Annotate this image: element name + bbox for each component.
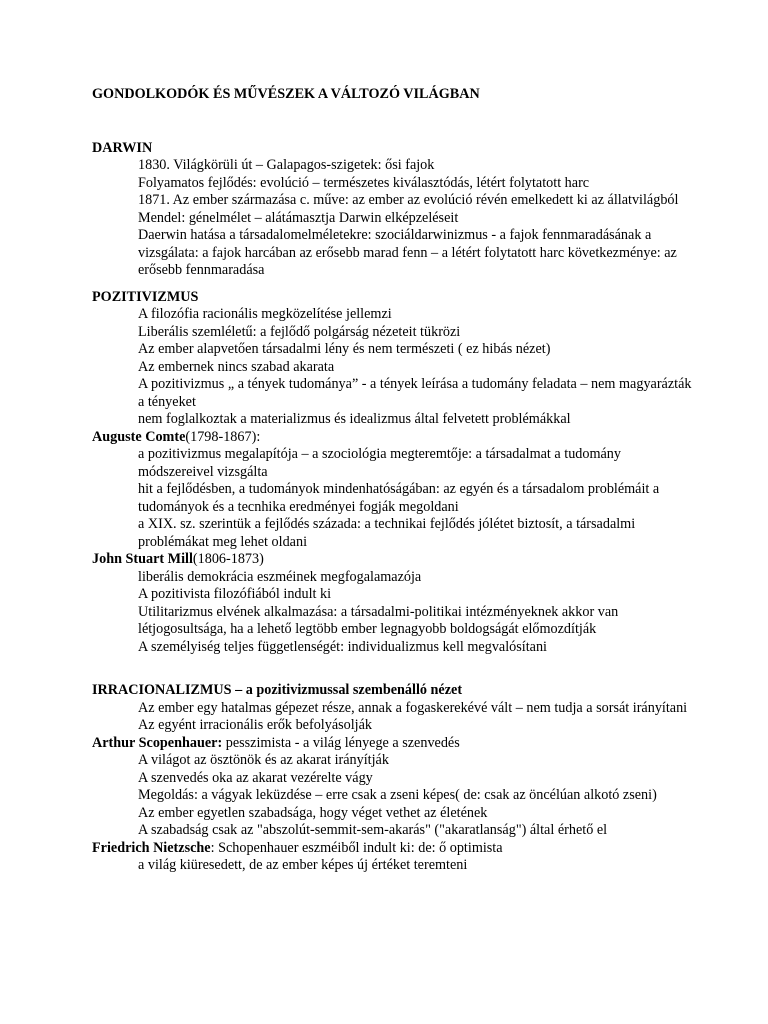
- list-item: a pozitivizmus megalapítója – a szociológia megteremtője: a társadalmat a tudomány módszereivel vizsgálta: [138, 446, 621, 480]
- list-item: A szenvedés oka az akarat vezérelte vágy: [138, 769, 373, 786]
- section-darwin: [92, 140, 692, 280]
- list-item: Megoldás: a vágyak leküzdése – erre csak a zseni képes( de: csak az öncélúan alkotó zseni): [138, 787, 657, 803]
- list-item: Liberális szemléletű: a fejlődő polgárság nézeteit tükrözi: [138, 323, 461, 340]
- list-item: liberális demokrácia eszméinek megfogalamazója: [138, 568, 422, 585]
- person-name: John Stuart Mill: [92, 551, 193, 567]
- section-heading-darwin: DARWIN: [92, 139, 153, 156]
- person-description: : Schopenhauer eszméiből indult ki: de: ő optimista: [210, 839, 503, 856]
- person-heading-mill: [92, 551, 692, 569]
- section-irrationalism: [92, 682, 692, 875]
- document-page: [92, 86, 692, 875]
- list-item: Az egyént irracionális erők befolyásolják: [138, 717, 373, 733]
- list-item: Az embernek nincs szabad akarata: [138, 358, 335, 375]
- list-item: 1871. Az ember származása c. műve: az ember az evolúció révén emelkedett ki az állatvilágból: [138, 192, 679, 208]
- list-item: a XIX. sz. szerintük a fejlődés százada: a technikai fejlődés jólétet biztosít, a társadalmi problémákat meg lehet oldani: [138, 516, 636, 550]
- person-name: Arthur Scopenhauer:: [92, 734, 223, 751]
- section-heading-irrationalism: IRRACIONALIZMUS – a pozitivizmussal szembenálló nézet: [92, 682, 463, 698]
- person-heading-schopenhauer: [92, 735, 692, 753]
- list-item: A pozitivizmus „ a tények tudománya” - a tények leírása a tudomány feladata – nem magyarázták a tényeket: [138, 376, 692, 410]
- list-item: a világ kiüresedett, de az ember képes új értéket teremteni: [138, 857, 468, 873]
- list-item: Az ember egy hatalmas gépezet része, annak a fogaskerekévé vált – nem tudja a sorsát irányítani: [138, 699, 688, 716]
- list-item: Folyamatos fejlődés: evolúció – természetes kiválasztódás, létért folytatott harc: [138, 174, 590, 191]
- list-item: A pozitivista filozófiából indult ki: [138, 586, 332, 602]
- person-heading-comte: [92, 429, 692, 447]
- list-item: Daerwin hatása a társadalomelméletekre: szociáldarwinizmus - a fajok fennmaradásának a vizsgálata: a fajok harcában az erősebb marad fenn – a létért folytatott harc következménye: az erősebb fennmaradása: [138, 227, 677, 278]
- list-item: Az ember alapvetően társadalmi lény és nem természeti ( ez hibás nézet): [138, 341, 551, 357]
- person-name: Auguste Comte: [92, 428, 186, 445]
- person-name: Friedrich Nietzsche: [92, 839, 211, 856]
- person-heading-nietzsche: [92, 840, 692, 858]
- list-item: A szabadság csak az "abszolút-semmit-sem-akarás" ("akaratlanság") által érhető el: [138, 822, 608, 838]
- list-item: nem foglalkoztak a materializmus és idealizmus által felvetett problémákkal: [138, 411, 571, 427]
- person-dates: (1798-1867):: [185, 428, 261, 445]
- list-item: hit a fejlődésben, a tudományok mindenhatóságában: az egyén és a társadalom problémáit a tudományok és a tecnhika eredményei fogják megoldani: [138, 481, 660, 515]
- person-dates: (1806-1873): [192, 551, 264, 567]
- document-title: GONDOLKODÓK ÉS MŰVÉSZEK A VÁLTOZÓ VILÁGBAN: [92, 86, 480, 102]
- section-positivism: [92, 289, 692, 657]
- list-item: Utilitarizmus elvének alkalmazása: a társadalmi-politikai intézményeknek akkor van létjogosultsága, ha a lehető legtöbb ember legnagyobb boldogságát előmozdítják: [138, 603, 619, 637]
- list-item: A filozófia racionális megközelítése jellemzi: [138, 306, 392, 322]
- person-description: pesszimista - a világ lényege a szenvedés: [222, 734, 460, 751]
- list-item: A személyiség teljes függetlenségét: individualizmus kell megvalósítani: [138, 638, 547, 655]
- list-item: 1830. Világkörüli út – Galapagos-szigetek: ősi fajok: [138, 157, 435, 173]
- list-item: Mendel: génelmélet – alátámasztja Darwin elképzeléseit: [138, 209, 459, 226]
- section-heading-positivism: POZITIVIZMUS: [92, 288, 199, 305]
- list-item: A világot az ösztönök és az akarat irányítják: [138, 752, 389, 768]
- list-item: Az ember egyetlen szabadsága, hogy véget vethet az életének: [138, 804, 488, 821]
